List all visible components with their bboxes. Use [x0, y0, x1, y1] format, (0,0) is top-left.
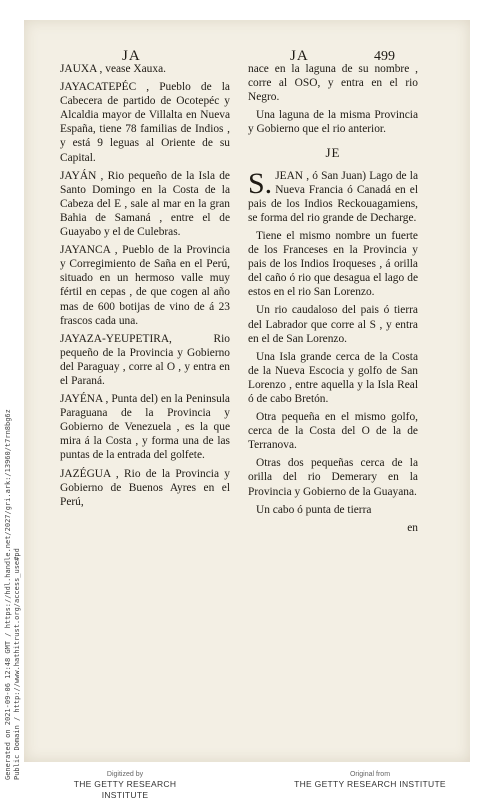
entry-jean [248, 166, 418, 225]
hathitrust-watermark [4, 300, 21, 780]
entry-jayena: JAYÉNA , Punta del) en la Peninsula Paraguana de la Provincia y Gobierno de Venezuela , es la que mira á la Costa , y forma una de las puntas de la entrada del golfete. [60, 393, 230, 462]
left-column [60, 62, 230, 513]
entry-fuerte: Tiene el mismo nombre un fuerte de los Franceses en la Provincia y pais de los Indios Iroqueses , á orilla del caño ó rio que desagua el lago de estos en el rio San Lorenzo. [248, 229, 418, 299]
watermark-line-public-domain: Public Domain / http://www.hathitrust.org/access_use#pd [13, 548, 21, 780]
drop-cap: S. [248, 166, 273, 200]
entry-jauxa: JAUXA , vease Xauxa. [60, 63, 166, 75]
right-column [248, 62, 418, 535]
entry-jean-text: JEAN , ó San Juan) Lago de la Nueva Francia ó Canadá en el pais de los Indios Reckouagamiens, se forma del rio grande de Decharge. [248, 169, 418, 224]
running-head-right: JA [290, 48, 309, 64]
entry-jazegua: JAZÉGUA , Rio de la Provincia y Gobierno de Buenos Ayres en el Perú, [60, 467, 230, 508]
footer-digitized-institution: THE GETTY RESEARCH INSTITUTE [73, 779, 177, 800]
entry-rio-caudaloso: Un rio caudaloso del pais ó tierra del Labrador que corre al S , y entra en el de San Lorenzo. [248, 304, 418, 345]
entry-continuation: nace en la laguna de su nombre , corre al OSO, y entra en el rio Negro. [248, 63, 418, 104]
footer [0, 770, 488, 800]
footer-original-label: Original from [349, 771, 391, 778]
entry-jayaza-yeupetira: JAYAZA-YEUPETIRA, Rio pequeño de la Provincia y Gobierno del Paraguay , corre al O , y entra en el Paraná. [60, 332, 230, 387]
watermark-line-generated: Generated on 2021-09-06 12:48 GMT / https://hdl.handle.net/2027/gri.ark:/13960/t7rn8bg6z [4, 409, 12, 780]
entry-otra-pequena: Otra pequeña en el mismo golfo, cerca de la Costa del O de la de Terranova. [248, 411, 418, 452]
entry-jayan: JAYÁN , Rio pequeño de la Isla de Santo Domingo en la Costa de la Cabeza del E , sale al mar en la gran Bahia de Samaná , entre el de Guayabo y el de Culebras. [60, 169, 230, 239]
footer-original [270, 770, 470, 790]
catchword: en [407, 521, 418, 534]
entry-jayacatepec: JAYACATEPÉC , Pueblo de la Cabecera de partido de Ocotepéc y Alcaldia mayor de Villalta en Nueva España, tiene 78 familias de Indios , y está 9 leguas al Oriente de su Capital. [60, 81, 230, 164]
footer-digitized-label: Digitized by [106, 771, 144, 778]
entry-cabo: Un cabo ó punta de tierra [256, 503, 372, 516]
section-heading-je: JE [325, 145, 341, 161]
page-number: 499 [374, 49, 395, 64]
entry-jayanca: JAYANCA , Pueblo de la Provincia y Corregimiento de Saña en el Perú, situado en un hermoso valle muy fértil en cepas , de que cogen al año mas de 600 botijas de vino de á 23 frascos cada una. [60, 244, 230, 327]
footer-original-institution: THE GETTY RESEARCH INSTITUTE [294, 779, 446, 789]
entry-otras-dos: Otras dos pequeñas cerca de la orilla del rio Demerary en la Provincia y Gobierno de la Guayana. [248, 457, 418, 498]
entry-isla-grande: Una Isla grande cerca de la Costa de la Nueva Escocia y golfo de San Lorenzo , entre aquella y la Isla Real ó de cabo Bretón. [248, 350, 418, 405]
running-head-left: JA [122, 48, 141, 64]
footer-digitized [50, 770, 200, 801]
entry-laguna: Una laguna de la misma Provincia y Gobierno que el rio anterior. [248, 109, 418, 136]
